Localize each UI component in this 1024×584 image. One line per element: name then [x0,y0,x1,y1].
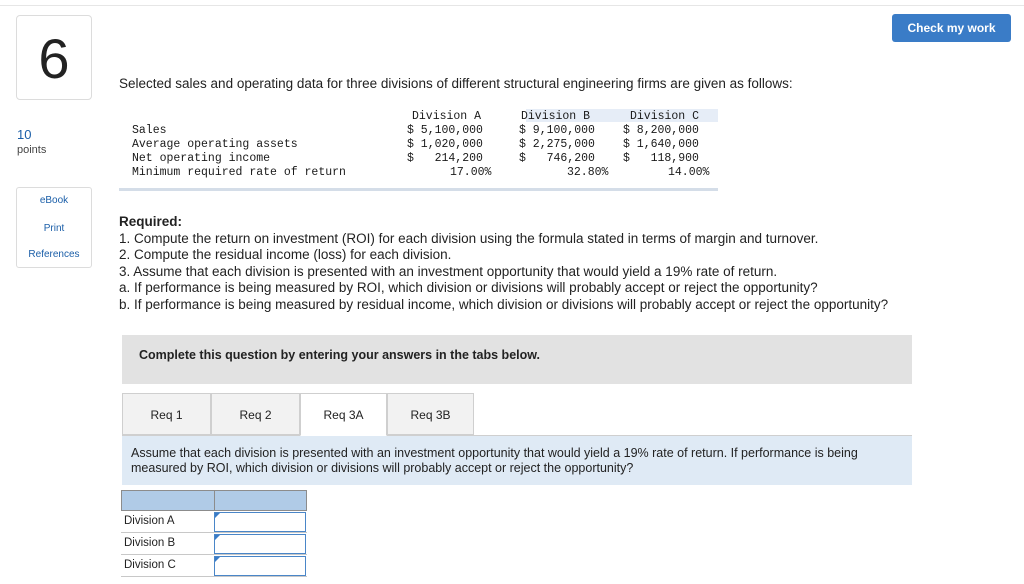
required-line-3a: a. If performance is being measured by ROI, which division or divisions will probably accept or reject the opportunity? [119,280,818,295]
required-line-2: 2. Compute the residual income (loss) for each division. [119,247,452,262]
question-number: 6 [16,15,92,100]
check-my-work-button[interactable]: Check my work [892,14,1011,42]
instructions-text: Complete this question by entering your answers in the tabs below. [139,348,540,362]
points-label: points [17,144,47,156]
cell-sales-a: $ 5,100,000 [407,124,483,137]
required-line-1: 1. Compute the return on investment (ROI) for each division using the formula stated in terms of margin and turnover. [119,230,819,246]
answer-select-division-b[interactable] [214,534,306,554]
answer-row-division-a [121,511,307,533]
required-heading: Required: [119,214,183,229]
column-header-division-c: Division C [630,110,700,123]
ebook-link[interactable]: eBook [39,195,69,206]
cell-noi-c: $ 118,900 [623,152,699,165]
print-link[interactable]: Print [43,223,65,234]
required-line-3: 3. Assume that each division is presented with an investment opportunity that would yield a 19% rate of return. [119,263,778,279]
column-header-division-a: Division A [412,110,482,123]
answer-header-divider [214,490,215,511]
references-link[interactable]: References [28,249,80,260]
table-bottom-rule [119,188,718,191]
column-header-division-b: Division B [521,110,591,123]
row-label-assets: Average operating assets [132,138,298,151]
row-label-min-rate: Minimum required rate of return [132,166,346,179]
dropdown-marker-icon [215,535,220,540]
tab-prompt-text: Assume that each division is presented with an investment opportunity that would yield a 19% rate of return. If performance is being measured by ROI, which division or divisions will probably accept or reject the opportunity? [131,446,858,475]
answer-row-division-b [121,533,307,555]
required-line-3b: b. If performance is being measured by residual income, which division or divisions will probably accept or reject the opportunity? [119,296,889,312]
question-intro: Selected sales and operating data for three divisions of different structural engineering firms are given as follows: [119,76,793,91]
tab-req-3a[interactable]: Req 3A [300,393,387,436]
cell-noi-a: $ 214,200 [407,152,483,165]
required-section [119,214,888,313]
cell-assets-b: $ 2,275,000 [519,138,595,151]
cell-noi-b: $ 746,200 [519,152,595,165]
dropdown-marker-icon [215,557,220,562]
answer-select-division-c[interactable] [214,556,306,576]
answer-table [121,490,307,576]
answer-row-division-c [121,555,307,577]
tab-req-1[interactable]: Req 1 [122,393,211,435]
answer-label-division-a: Division A [124,515,175,527]
row-label-noi: Net operating income [132,152,271,165]
answer-select-division-a[interactable] [214,512,306,532]
cell-sales-b: $ 9,100,000 [519,124,595,137]
tab-req-3b[interactable]: Req 3B [387,393,474,435]
cell-rate-c: 14.00% [668,166,710,179]
points-value: 10 [17,127,32,142]
cell-rate-a: 17.00% [450,166,492,179]
answer-label-division-b: Division B [124,537,176,549]
top-divider [0,5,1024,6]
tab-req-2[interactable]: Req 2 [211,393,300,435]
answer-label-division-c: Division C [124,559,176,571]
row-label-sales: Sales [132,124,167,137]
cell-assets-c: $ 1,640,000 [623,138,699,151]
cell-assets-a: $ 1,020,000 [407,138,483,151]
dropdown-marker-icon [215,513,220,518]
division-data-table [119,109,718,189]
cell-sales-c: $ 8,200,000 [623,124,699,137]
cell-rate-b: 32.80% [567,166,609,179]
